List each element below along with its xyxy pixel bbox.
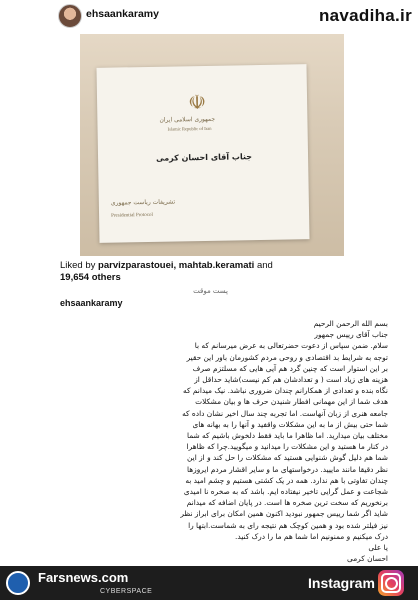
farsnews-brand: Farsnews.com (38, 570, 129, 585)
caption-username[interactable]: ehsaankaramy (60, 298, 123, 308)
envelope-header-fa: جمهوری اسلامی ایران (159, 115, 216, 124)
invitation-envelope (96, 64, 309, 243)
envelope-header-en: Islamic Republic of Iran (167, 125, 212, 132)
instagram-brand: Instagram (308, 575, 375, 591)
caption-line: در کنار ما هستید و این مشکلات را میدانید و میگویید.چرا که ظاهرا (186, 442, 388, 452)
likes-prefix: Liked by (60, 260, 96, 271)
caption-line: چندان تفاوتی با هم ندارد. همه در یک کشتی هستیم و چشم امید به (185, 475, 388, 485)
likes-count[interactable]: 19,654 others (60, 272, 121, 283)
caption-line: برنخوریم که سخت ترین صخره ها است. در پایان اضافه که میدانم (186, 498, 388, 508)
site-watermark: navadiha.ir (318, 6, 412, 25)
envelope-footer-en: Presidential Protocol (111, 212, 153, 219)
caption-line: یا علی (368, 543, 388, 553)
envelope-footer-fa: تشریفات ریاست جمهوری (110, 198, 176, 207)
farsnews-subtitle: CYBERSPACE (100, 588, 153, 595)
farsnews-logo-icon (6, 571, 30, 595)
caption-line: هدف شما از این مهمانی افطار شنیدن حرف ها و بیان مشکلات (195, 397, 388, 407)
caption-lines (58, 318, 388, 564)
likes-summary (60, 260, 380, 284)
instagram-icon (378, 570, 404, 596)
caption-line: درک میکنیم و ممنونیم اما شما هم ما را درک کنید. (235, 531, 388, 541)
caption-line: احسان کرمی (347, 554, 388, 564)
post-time: پست موقت (193, 287, 228, 295)
caption-line: نگاه بنده و تعدادی از همکارانم چندان ضروری نباشد. نیک میدانم که (183, 386, 388, 396)
caption-line: جامعه هنری از زبان آنهاست. اما تجربه چند سال اخیر نشان داده که (182, 408, 388, 418)
caption-line: جناب آقای رییس جمهور (314, 330, 388, 340)
caption-line: شجاعت و عمل گرایی تاخیر نیفتاده ایم. باشد که به صخره نا امیدی (183, 487, 388, 497)
caption-line: بسم الله الرحمن الرحيم (313, 319, 388, 328)
post-photo[interactable] (80, 34, 344, 256)
post-header (0, 0, 418, 32)
avatar[interactable] (58, 4, 82, 28)
caption-line: مختلف بیان میدارید. اما ظاهرا ما باید فقط دلخوش باشیم که شما (186, 431, 388, 441)
caption-line: توجه به شرایط بد اقتصادی و روحی مردم کشورمان باور این حقیر (186, 352, 388, 362)
caption-line: بر این استوار است که چنین گرد هم آیی هایی که مسلتزم صرف (192, 363, 388, 373)
post-caption (58, 318, 388, 576)
caption-line: نیز فیلتر شده بود و همین کوچک هم نتیجه رای به شماست.ابتها را (188, 520, 388, 530)
iran-emblem-icon: ☫ (187, 89, 207, 115)
likes-and: and (256, 260, 273, 271)
footer-bar (0, 566, 418, 600)
caption-line: شاید اگر شما رییس جمهور نبودید اکنون همین امکان برای ابراز نظر (180, 509, 388, 519)
envelope-recipient: جناب آقای احسان کرمی (155, 152, 253, 163)
post-username[interactable]: ehsaankaramy (86, 8, 159, 20)
caption-line: سلام. ضمن سپاس از دعوت حضرتعالی به عرض میرسانم که با (194, 341, 388, 351)
caption-line: نظر دقیقا مانند ماییید. درخواستهای ما و سایر اقشار مردم ایروزها (187, 464, 388, 474)
caption-line: شما هم دلیل گوش شنوایی هستید که مشکلات را حل کند و از این (187, 453, 388, 463)
caption-line: شما حتی بیش از ما به این مشکلات واقفید و آنها را به بهانه های (192, 419, 388, 429)
likes-users[interactable]: parvizparastouei, mahtab.keramati (98, 260, 255, 271)
caption-line: هزینه های زیاد است ( و تعدادشان هم کم نیست)شاید حداقل از (194, 375, 388, 385)
